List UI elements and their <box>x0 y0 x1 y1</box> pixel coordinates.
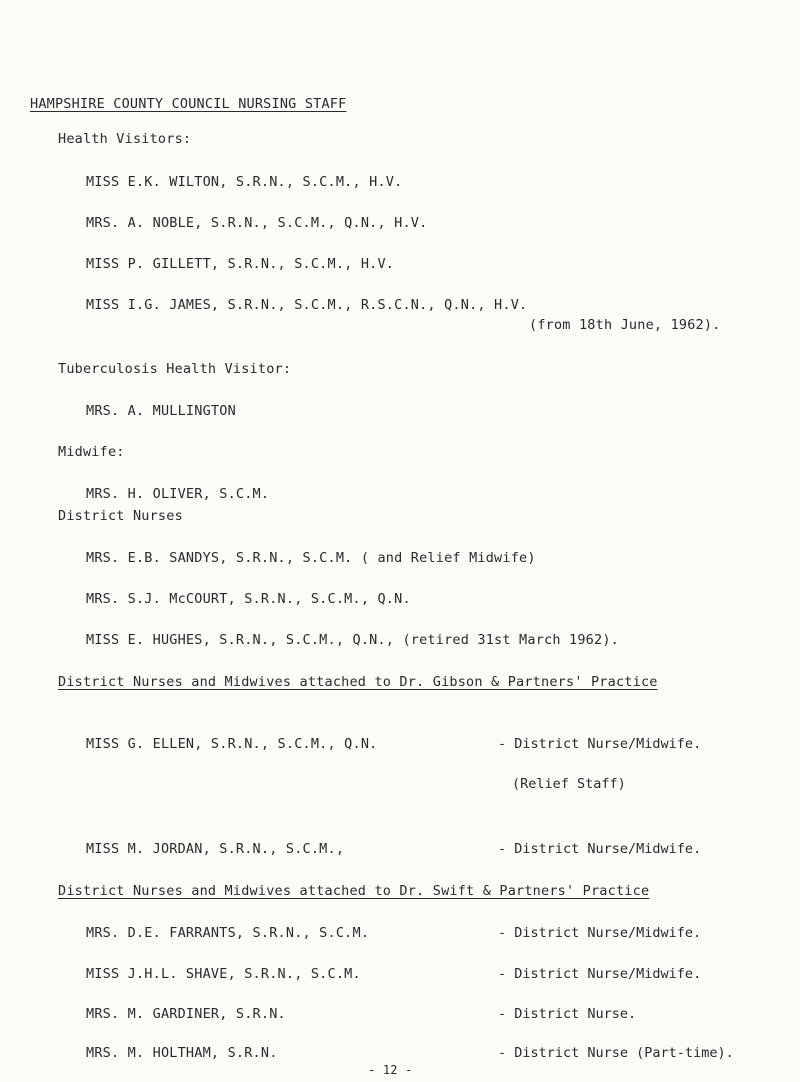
gibson-staff-name: MISS G. ELLEN, S.R.N., S.C.M., Q.N. <box>86 736 378 752</box>
health-visitor-entry: MISS P. GILLETT, S.R.N., S.C.M., H.V. <box>86 256 395 272</box>
gibson-staff-role: - District Nurse/Midwife. <box>498 841 702 857</box>
health-visitor-entry: MISS I.G. JAMES, S.R.N., S.C.M., R.S.C.N., Q.N., H.V. <box>86 297 528 313</box>
tb-visitor-heading: Tuberculosis Health Visitor: <box>58 361 292 377</box>
midwife-heading: Midwife: <box>58 444 125 460</box>
swift-staff-name: MRS. M. GARDINER, S.R.N. <box>86 1006 286 1022</box>
district-nurses-heading: District Nurses <box>58 508 183 524</box>
health-visitor-note: (from 18th June, 1962). <box>529 317 721 333</box>
swift-practice-heading: District Nurses and Midwives attached to Dr. Swift & Partners' Practice <box>58 883 650 899</box>
district-nurse-entry: MRS. E.B. SANDYS, S.R.N., S.C.M. ( and Relief Midwife) <box>86 550 536 566</box>
health-visitor-entry: MISS E.K. WILTON, S.R.N., S.C.M., H.V. <box>86 174 403 190</box>
swift-staff-role: - District Nurse/Midwife. <box>498 925 702 941</box>
swift-staff-role: - District Nurse (Part-time). <box>498 1045 734 1061</box>
district-nurse-entry: MRS. S.J. McCOURT, S.R.N., S.C.M., Q.N. <box>86 591 411 607</box>
swift-staff-name: MRS. D.E. FARRANTS, S.R.N., S.C.M. <box>86 925 370 941</box>
swift-staff-name: MISS J.H.L. SHAVE, S.R.N., S.C.M. <box>86 966 361 982</box>
page-number: - 12 - <box>368 1063 413 1077</box>
district-nurse-entry: MISS E. HUGHES, S.R.N., S.C.M., Q.N., (retired 31st March 1962). <box>86 632 619 648</box>
health-visitor-entry: MRS. A. NOBLE, S.R.N., S.C.M., Q.N., H.V. <box>86 215 428 231</box>
tb-visitor-entry: MRS. A. MULLINGTON <box>86 403 236 419</box>
gibson-staff-role-note: (Relief Staff) <box>512 776 626 792</box>
swift-staff-role: - District Nurse/Midwife. <box>498 966 702 982</box>
gibson-staff-name: MISS M. JORDAN, S.R.N., S.C.M., <box>86 841 345 857</box>
gibson-staff-role: - District Nurse/Midwife. <box>498 736 702 752</box>
page-title: HAMPSHIRE COUNTY COUNCIL NURSING STAFF <box>30 96 347 112</box>
swift-staff-role: - District Nurse. <box>498 1006 637 1022</box>
swift-staff-name: MRS. M. HOLTHAM, S.R.N. <box>86 1045 278 1061</box>
gibson-practice-heading: District Nurses and Midwives attached to Dr. Gibson & Partners' Practice <box>58 674 658 690</box>
midwife-entry: MRS. H. OLIVER, S.C.M. <box>86 486 270 502</box>
health-visitors-heading: Health Visitors: <box>58 131 192 147</box>
